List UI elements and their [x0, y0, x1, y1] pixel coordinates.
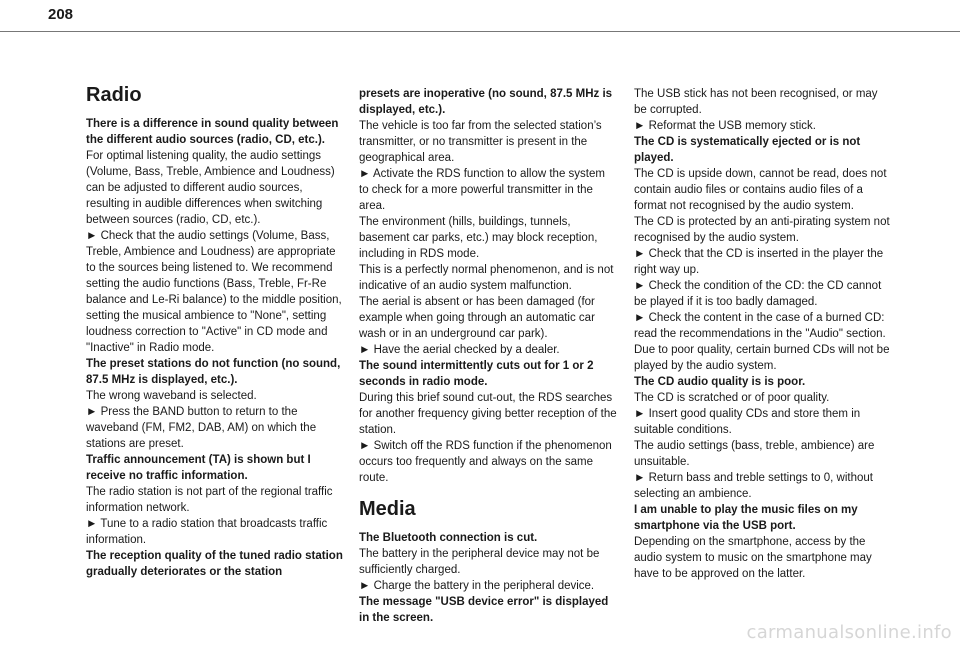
- paragraph: The CD is protected by an anti-pirating system not recognised by the audio system.: [634, 216, 890, 244]
- paragraph: ► Activate the RDS function to allow the system to check for a more powerful transmitter in the area.: [359, 168, 605, 212]
- column-1: [86, 84, 344, 580]
- paragraph-heading: presets are inoperative (no sound, 87.5 MHz is displayed, etc.).: [359, 88, 613, 116]
- paragraph: The aerial is absent or has been damaged (for example when going through an automatic car wash or in an underground car park).: [359, 296, 595, 340]
- paragraph: Due to poor quality, certain burned CDs will not be played by the audio system.: [634, 344, 890, 372]
- paragraph-heading: The message "USB device error" is displayed in the screen.: [359, 596, 609, 624]
- page-number: 208: [48, 6, 74, 23]
- paragraph: ► Press the BAND button to return to the waveband (FM, FM2, DAB, AM) on which the stations are preset.: [86, 406, 317, 450]
- paragraph-heading: Traffic announcement (TA) is shown but I receive no traffic information.: [86, 454, 311, 482]
- paragraph: The environment (hills, buildings, tunnels, basement car parks, etc.) may block reception, including in RDS mode.: [359, 216, 598, 260]
- paragraph-heading: There is a difference in sound quality between the different audio sources (radio, CD, etc.).: [86, 118, 339, 146]
- paragraph: ► Check the content in the case of a burned CD: read the recommendations in the "Audio" section.: [634, 312, 886, 340]
- paragraph: For optimal listening quality, the audio settings (Volume, Bass, Treble, Ambience and Loudness) can be adjusted to different audio sources, resulting in audible differences when switching between sources (radio, CD, etc.).: [86, 150, 335, 226]
- paragraph: ► Have the aerial checked by a dealer.: [359, 344, 560, 356]
- column-3: [634, 86, 892, 582]
- paragraph: This is a perfectly normal phenomenon, and is not indicative of an audio system malfunction.: [359, 264, 614, 292]
- paragraph-heading: I am unable to play the music files on my smartphone via the USB port.: [634, 504, 858, 532]
- section-heading-media: Media: [359, 498, 416, 520]
- paragraph: ► Reformat the USB memory stick.: [634, 120, 817, 132]
- paragraph-heading: The Bluetooth connection is cut.: [359, 532, 538, 544]
- paragraph: During this brief sound cut-out, the RDS searches for another frequency giving better reception of the station.: [359, 392, 617, 436]
- paragraph: The USB stick has not been recognised, or may be corrupted.: [634, 88, 878, 116]
- paragraph: The CD is upside down, cannot be read, does not contain audio files or contains audio files of a format not recognised by the audio system.: [634, 168, 887, 212]
- watermark: carmanualsonline.info: [746, 622, 952, 643]
- column-2-blocks-top: [359, 86, 617, 486]
- paragraph: The battery in the peripheral device may not be sufficiently charged.: [359, 548, 600, 576]
- column-3-blocks: [634, 86, 892, 582]
- paragraph: ► Charge the battery in the peripheral device.: [359, 580, 595, 592]
- paragraph-heading: The reception quality of the tuned radio station gradually deteriorates or the station: [86, 550, 343, 578]
- paragraph: ► Switch off the RDS function if the phenomenon occurs too frequently and always on the same route.: [359, 440, 612, 484]
- paragraph: ► Check the condition of the CD: the CD cannot be played if it is too badly damaged.: [634, 280, 882, 308]
- column-2: [359, 86, 617, 626]
- paragraph: ► Return bass and treble settings to 0, without selecting an ambience.: [634, 472, 873, 500]
- paragraph: The audio settings (bass, treble, ambience) are unsuitable.: [634, 440, 875, 468]
- paragraph: Depending on the smartphone, access by the audio system to music on the smartphone may have to be approved on the latter.: [634, 536, 872, 580]
- header-rule: [0, 31, 960, 32]
- paragraph-heading: The preset stations do not function (no sound, 87.5 MHz is displayed, etc.).: [86, 358, 341, 386]
- paragraph: The wrong waveband is selected.: [86, 390, 257, 402]
- paragraph: ► Check that the audio settings (Volume, Bass, Treble, Ambience and Loudness) are appropriate to the sources being listened to. We recommend setting the audio functions (Bass, Treble, Fr-Re balance and Le-Ri balance) to the middle position, setting the musical ambience to "None", setting loudness correction to "Active" in CD mode and "Inactive" in Radio mode.: [86, 230, 342, 354]
- paragraph: ► Tune to a radio station that broadcasts traffic information.: [86, 518, 328, 546]
- paragraph: ► Insert good quality CDs and store them in suitable conditions.: [634, 408, 861, 436]
- paragraph-heading: The CD audio quality is is poor.: [634, 376, 806, 388]
- paragraph: The CD is scratched or of poor quality.: [634, 392, 830, 404]
- paragraph: ► Check that the CD is inserted in the player the right way up.: [634, 248, 884, 276]
- paragraph: The radio station is not part of the regional traffic information network.: [86, 486, 333, 514]
- section-heading-radio: Radio: [86, 84, 142, 106]
- column-2-blocks-bottom: [359, 530, 617, 626]
- paragraph-heading: The sound intermittently cuts out for 1 or 2 seconds in radio mode.: [359, 360, 594, 388]
- column-1-blocks: [86, 116, 344, 580]
- paragraph: The vehicle is too far from the selected station’s transmitter, or no transmitter is present in the geographical area.: [359, 120, 602, 164]
- paragraph-heading: The CD is systematically ejected or is not played.: [634, 136, 861, 164]
